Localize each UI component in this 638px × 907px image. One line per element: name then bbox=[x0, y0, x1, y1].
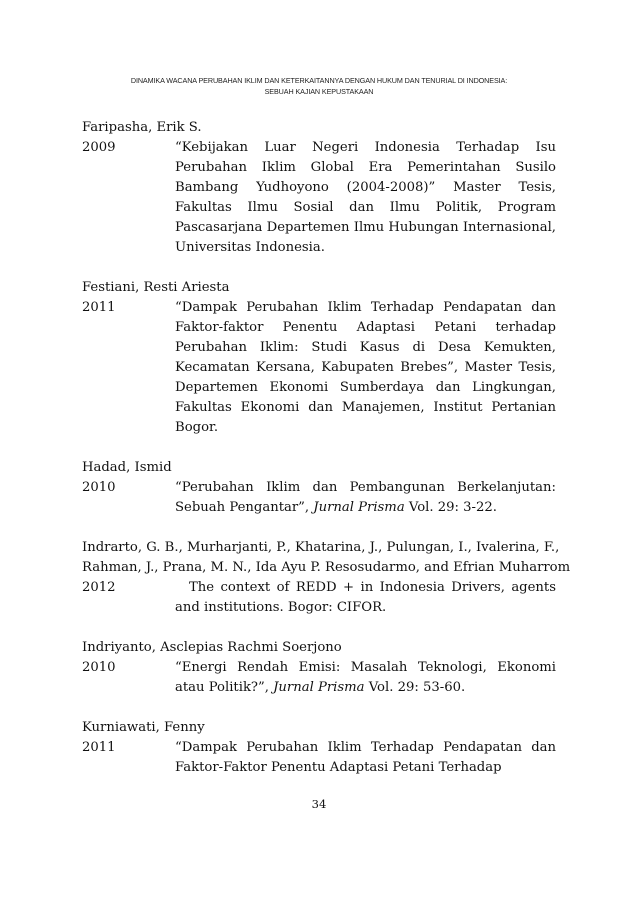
reference-row bbox=[82, 138, 556, 258]
page-number: 34 bbox=[311, 797, 327, 811]
reference-entry bbox=[82, 718, 556, 778]
reference-year: 2012 bbox=[82, 580, 116, 595]
reference-journal: Jurnal Prisma bbox=[313, 500, 405, 515]
reference-title: “Perubahan Iklim dan Pembangunan Berkelanjutan: Sebuah Pengantar”, bbox=[175, 480, 556, 515]
reference-row bbox=[82, 578, 556, 618]
reference-year: 2010 bbox=[82, 480, 116, 495]
reference-volume: Vol. 29: 53-60. bbox=[364, 680, 466, 695]
reference-author: Indriyanto, Asclepias Rachmi Soerjono bbox=[82, 640, 342, 655]
reference-entry bbox=[82, 638, 556, 698]
reference-author: Kurniawati, Fenny bbox=[82, 720, 205, 735]
reference-year: 2010 bbox=[82, 660, 116, 675]
reference-year: 2009 bbox=[82, 140, 116, 155]
reference-author: Faripasha, Erik S. bbox=[82, 120, 202, 135]
reference-row bbox=[82, 478, 556, 518]
reference-entry bbox=[82, 118, 556, 258]
reference-text: “Dampak Perubahan Iklim Terhadap Pendapatan dan Faktor-Faktor Penentu Adaptasi Petani Terhadap bbox=[175, 740, 556, 775]
reference-row bbox=[82, 298, 556, 438]
running-header bbox=[80, 75, 558, 97]
reference-title: “Energi Rendah Emisi: Masalah Teknologi, Ekonomi atau Politik?”, bbox=[175, 660, 556, 695]
reference-text: The context of REDD + in Indonesia Drivers, agents and institutions. Bogor: CIFOR. bbox=[175, 580, 556, 615]
reference-text bbox=[175, 658, 556, 698]
reference-list bbox=[82, 118, 571, 798]
reference-entry bbox=[82, 538, 571, 618]
reference-author: Hadad, Ismid bbox=[82, 460, 172, 475]
reference-row bbox=[82, 658, 556, 698]
reference-text bbox=[175, 478, 556, 518]
reference-year: 2011 bbox=[82, 740, 116, 755]
reference-text: “Kebijakan Luar Negeri Indonesia Terhadap Isu Perubahan Iklim Global Era Pemerintahan Susilo Bambang Yudhoyono (2004-2008)” Master Tesis, Fakultas Ilmu Sosial dan Ilmu Politik, Program Pascasarjana Departemen Ilmu Hubungan Internasional, Universitas Indonesia. bbox=[175, 140, 556, 255]
reference-author: Festiani, Resti Ariesta bbox=[82, 280, 230, 295]
reference-journal: Jurnal Prisma bbox=[273, 680, 365, 695]
running-header-line-2: SEBUAH KAJIAN KEPUSTAKAAN bbox=[264, 87, 374, 96]
reference-entry bbox=[82, 458, 556, 518]
reference-volume: Vol. 29: 3-22. bbox=[404, 500, 497, 515]
reference-author-continued: Rahman, J., Prana, M. N., Ida Ayu P. Resosudarmo, and Efrian Muharrom bbox=[82, 560, 571, 575]
running-header-line-1: DINAMIKA WACANA PERUBAHAN IKLIM DAN KETERKAITANNYA DENGAN HUKUM DAN TENURIAL DI INDONESIA: bbox=[130, 76, 508, 85]
reference-author: Indrarto, G. B., Murharjanti, P., Khatarina, J., Pulungan, I., Ivalerina, F., bbox=[82, 540, 560, 555]
reference-entry bbox=[82, 278, 556, 438]
reference-text: “Dampak Perubahan Iklim Terhadap Pendapatan dan Faktor-faktor Penentu Adaptasi Petani terhadap Perubahan Iklim: Studi Kasus di Desa Kemukten, Kecamatan Kersana, Kabupaten Brebes”, Master Tesis, Departemen Ekonomi Sumberdaya dan Lingkungan, Fakultas Ekonomi dan Manajemen, Institut Pertanian Bogor. bbox=[175, 300, 556, 435]
reference-row bbox=[82, 738, 556, 778]
reference-year: 2011 bbox=[82, 300, 116, 315]
